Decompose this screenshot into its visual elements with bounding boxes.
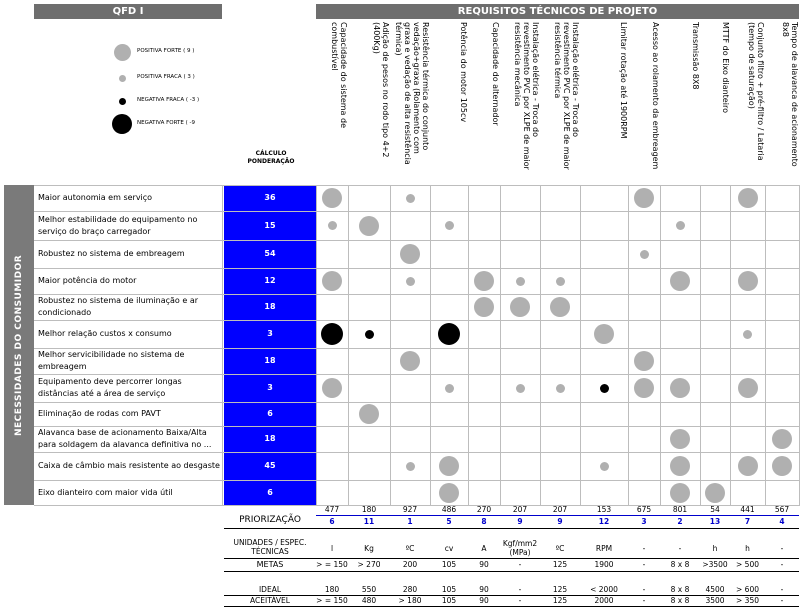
aceitavel-value: > = 150 — [316, 596, 348, 605]
need-text: Melhor servicibilidade no sistema de embreagem — [38, 350, 185, 371]
ideal-value: 180 — [324, 585, 340, 594]
aceitavel-value: 90 — [479, 596, 489, 605]
strong-positive-icon — [400, 351, 420, 371]
metas-value: > = 150 — [316, 560, 348, 569]
metas-value: > 270 — [357, 560, 381, 569]
priorizacao-value: 441 — [740, 505, 755, 514]
priorizacao-value: 54 — [710, 505, 720, 514]
priorizacao-rank: 9 — [517, 517, 523, 526]
legend-label: POSITIVA FORTE ( 9 ) — [137, 48, 195, 54]
strong-positive-icon — [322, 188, 342, 208]
priorizacao-value: 153 — [596, 505, 612, 514]
strong-positive-icon — [634, 188, 654, 208]
strong-positive-icon — [670, 378, 690, 398]
strong-positive-icon — [738, 378, 758, 398]
aceitavel-value: 2000 — [594, 596, 614, 605]
strong-positive-icon — [738, 456, 758, 476]
strong-positive-icon — [550, 297, 570, 317]
requirement-header: Adição de pesos no rodo tipo 4+2 (400Kg) — [372, 22, 390, 158]
need-label — [38, 320, 222, 348]
weak-positive-icon — [640, 250, 649, 259]
weight-value: 18 — [264, 302, 276, 311]
table-line — [224, 528, 799, 529]
priorizacao-rank: 5 — [446, 517, 452, 526]
ideal-value: 105 — [441, 585, 457, 594]
strong-positive-icon — [670, 483, 690, 503]
priorizacao-rank: 11 — [363, 517, 375, 526]
column-divider — [348, 185, 349, 505]
aceitavel-value: > 180 — [398, 596, 422, 605]
table-line — [316, 515, 799, 516]
row-label: IDEAL — [258, 585, 282, 594]
legend-symbol-icon — [119, 98, 126, 105]
priorizacao-value: 927 — [402, 505, 418, 514]
strong-positive-icon — [594, 324, 614, 344]
weight-header: CÁLCULO PONDERAÇÃO — [247, 150, 295, 165]
unidades-value: - — [780, 543, 784, 553]
weak-positive-icon — [556, 384, 565, 393]
weak-positive-icon — [743, 330, 752, 339]
priorizacao-rank: 7 — [744, 517, 751, 526]
need-label — [38, 480, 222, 505]
legend-symbol-icon — [119, 75, 126, 82]
column-divider — [700, 185, 701, 505]
need-text: Melhor relação custos x consumo — [38, 329, 172, 338]
requirement-header: MTTF do Eixo dianteiro — [721, 22, 730, 113]
weight-value: 36 — [264, 193, 276, 202]
requirements-title: REQUISITOS TÉCNICOS DE PROJETO — [316, 4, 799, 19]
metas-value: 8 x 8 — [670, 560, 690, 569]
column-divider — [660, 185, 661, 505]
column-divider — [580, 185, 581, 505]
metas-value: 125 — [552, 560, 568, 569]
need-label — [38, 348, 222, 374]
aceitavel-value: - — [642, 596, 646, 605]
need-text: Robustez no sistema de iluminação e ar condicionado — [38, 296, 199, 317]
priorizacao-rank: 1 — [407, 517, 413, 526]
priorizacao-rank: 4 — [779, 517, 785, 526]
column-divider — [500, 185, 501, 505]
weak-negative-icon — [365, 330, 374, 339]
ideal-value: - — [780, 585, 784, 594]
weight-value: 3 — [267, 329, 273, 338]
need-label — [38, 402, 222, 426]
priorizacao-value: 207 — [512, 505, 528, 514]
unidades-value: ºC — [555, 543, 565, 553]
ideal-value: > 600 — [736, 585, 759, 594]
unidades-value: - — [678, 543, 682, 553]
priorizacao-rank: 12 — [598, 517, 610, 526]
strong-positive-icon — [670, 456, 690, 476]
ideal-value: 90 — [479, 585, 489, 594]
strong-positive-icon — [670, 429, 690, 449]
need-label — [38, 426, 222, 452]
row-label: UNIDADES / ESPEC. TÉCNICAS — [233, 538, 307, 556]
column-divider — [430, 185, 431, 505]
requirement-header: Conjunto filtro + pré-filtro / Lataria (tempo de saturação) — [747, 22, 765, 161]
ideal-value: 125 — [552, 585, 568, 594]
priorizacao-value: 270 — [476, 505, 492, 514]
row-label: PRIORIZAÇÃO — [239, 515, 301, 525]
unidades-value: ºC — [405, 543, 415, 553]
priorizacao-value: 801 — [672, 505, 688, 514]
unidades-value: l — [330, 543, 334, 553]
weight-value: 18 — [264, 434, 276, 443]
weak-positive-icon — [328, 221, 337, 230]
unidades-value: A — [481, 543, 487, 553]
need-label — [38, 452, 222, 480]
strong-positive-icon — [510, 297, 530, 317]
weight-value: 18 — [264, 356, 276, 365]
aceitavel-value: 3500 — [705, 596, 725, 605]
priorizacao-value: 180 — [361, 505, 377, 514]
ideal-value: < 2000 — [590, 585, 618, 594]
legend-label: NEGATIVA FRACA ( -3 ) — [137, 97, 200, 103]
requirement-header: Resistência térmica do conjunto vedação+graxa (Rolamento com graxa e vedação de alta resistência térmica) — [394, 22, 430, 165]
strong-negative-icon — [438, 323, 460, 345]
strong-positive-icon — [705, 483, 725, 503]
requirement-header: Instalação elétrica - Troca do revestimento PVC por XLPE de maior resistência térmica — [553, 22, 580, 170]
row-label: METAS — [256, 560, 284, 569]
requirement-header: Limitar rotação até 1900RPM — [619, 22, 628, 139]
need-text: Eliminação de rodas com PAVT — [38, 409, 161, 418]
need-divider — [222, 185, 223, 505]
weak-positive-icon — [516, 384, 525, 393]
column-divider — [316, 185, 317, 505]
strong-positive-icon — [439, 483, 459, 503]
strong-positive-icon — [400, 244, 420, 264]
strong-positive-icon — [738, 188, 758, 208]
legend-symbol-icon — [112, 114, 132, 134]
column-divider — [390, 185, 391, 505]
ideal-value: - — [518, 585, 522, 594]
aceitavel-value: - — [518, 596, 522, 605]
metas-value: - — [518, 560, 522, 569]
table-line — [224, 571, 799, 572]
table-line — [224, 606, 799, 607]
metas-value: >3500 — [702, 560, 728, 569]
need-text: Maior autonomia em serviço — [38, 193, 153, 202]
requirement-header: Capacidade do alternador — [491, 22, 500, 126]
strong-negative-icon — [321, 323, 343, 345]
ideal-value: 4500 — [705, 585, 725, 594]
requirement-header: Tempo de alavanca de acionamento 8x8 — [781, 22, 799, 167]
metas-value: - — [780, 560, 784, 569]
row-label: ACEITÁVEL — [250, 596, 290, 605]
ideal-value: 8 x 8 — [670, 585, 690, 594]
need-text: Equipamento deve percorrer longas distâncias até a área de serviço — [38, 377, 182, 398]
weight-value: 3 — [267, 383, 273, 392]
priorizacao-rank: 6 — [329, 517, 335, 526]
weak-positive-icon — [676, 221, 685, 230]
weight-value: 6 — [267, 409, 273, 418]
strong-positive-icon — [772, 429, 792, 449]
weight-value: 12 — [264, 276, 276, 285]
strong-positive-icon — [359, 216, 379, 236]
priorizacao-value: 207 — [552, 505, 568, 514]
qfd-title: QFD I — [34, 4, 222, 19]
need-label — [38, 240, 222, 268]
aceitavel-value: 125 — [552, 596, 568, 605]
priorizacao-rank: 3 — [641, 517, 647, 526]
strong-positive-icon — [322, 378, 342, 398]
legend-label: NEGATIVA FORTE ( -9 — [137, 120, 195, 126]
weak-negative-icon — [600, 384, 609, 393]
column-divider — [468, 185, 469, 505]
need-label — [38, 294, 222, 320]
weight-value: 15 — [264, 221, 276, 230]
strong-positive-icon — [670, 271, 690, 291]
strong-positive-icon — [322, 271, 342, 291]
metas-value: 105 — [441, 560, 457, 569]
need-text: Robustez no sistema de embreagem — [38, 249, 185, 258]
column-divider — [628, 185, 629, 505]
aceitavel-value: 480 — [361, 596, 377, 605]
aceitavel-value: > 350 — [736, 596, 759, 605]
ideal-value: 280 — [402, 585, 418, 594]
aceitavel-value: - — [780, 596, 784, 605]
weak-positive-icon — [445, 221, 454, 230]
legend-symbol-icon — [114, 44, 131, 61]
need-text: Caixa de câmbio mais resistente ao desgaste — [38, 461, 220, 470]
metas-value: - — [642, 560, 646, 569]
metas-value: 1900 — [594, 560, 614, 569]
priorizacao-rank: 8 — [481, 517, 487, 526]
weak-positive-icon — [516, 277, 525, 286]
need-label — [38, 268, 222, 294]
priorizacao-rank: 13 — [709, 517, 721, 526]
column-divider — [730, 185, 731, 505]
need-text: Eixo dianteiro com maior vida útil — [38, 487, 173, 497]
weak-positive-icon — [600, 462, 609, 471]
metas-value: 200 — [402, 560, 418, 569]
strong-positive-icon — [634, 351, 654, 371]
weak-positive-icon — [406, 277, 415, 286]
ideal-value: 550 — [361, 585, 377, 594]
weight-value: 6 — [267, 488, 273, 497]
aceitavel-value: 8 x 8 — [670, 596, 690, 605]
weight-value: 45 — [264, 461, 276, 470]
weak-positive-icon — [406, 194, 415, 203]
requirement-header: Capacidade do sistema de combustível — [330, 22, 348, 128]
requirement-header: Transmissão 8X8 — [691, 22, 700, 90]
unidades-value: h — [745, 543, 750, 553]
strong-positive-icon — [439, 456, 459, 476]
strong-positive-icon — [359, 404, 379, 424]
weak-positive-icon — [556, 277, 565, 286]
column-divider — [540, 185, 541, 505]
metas-value: > 500 — [736, 560, 759, 569]
need-text: Alavanca base de acionamento Baixa/Alta para soldagem da alavanca definitiva no ... — [38, 428, 212, 449]
priorizacao-rank: 2 — [677, 517, 683, 526]
strong-positive-icon — [772, 456, 792, 476]
requirement-header: Potência do motor 105cv — [459, 22, 468, 123]
need-label — [38, 185, 222, 211]
aceitavel-value: 105 — [441, 596, 457, 605]
legend-label: POSITIVA FRACA ( 3 ) — [137, 74, 195, 80]
metas-value: 90 — [479, 560, 489, 569]
weight-value: 54 — [264, 249, 276, 258]
requirement-header: Acesso ao rolamento da embreagem — [651, 22, 660, 170]
need-label — [38, 211, 222, 240]
need-label — [38, 374, 222, 402]
ideal-value: - — [642, 585, 646, 594]
strong-positive-icon — [474, 271, 494, 291]
unidades-value: h — [712, 543, 718, 553]
strong-positive-icon — [738, 271, 758, 291]
column-divider — [765, 185, 766, 505]
weak-positive-icon — [406, 462, 415, 471]
unidades-value: cv — [444, 543, 454, 553]
priorizacao-value: 675 — [636, 505, 652, 514]
unidades-value: - — [642, 543, 646, 553]
need-text: Maior potência do motor — [38, 276, 137, 285]
priorizacao-rank: 9 — [557, 517, 563, 526]
priorizacao-value: 477 — [324, 505, 340, 514]
requirement-header: Instalação elétrica - Troca do revestimento PVC por XLPE de maior resistência mecânica — [513, 22, 540, 170]
need-text: Melhor estabilidade do equipamento no serviço do braço carregador — [38, 214, 198, 236]
unidades-value: Kgf/mm2 (MPa) — [502, 539, 538, 557]
strong-positive-icon — [474, 297, 494, 317]
unidades-value: Kg — [364, 543, 374, 553]
weak-positive-icon — [445, 384, 454, 393]
side-label: NECESSIDADES DO CONSUMIDOR — [14, 254, 24, 436]
unidades-value: RPM — [595, 543, 613, 553]
priorizacao-value: 567 — [774, 505, 790, 514]
strong-positive-icon — [634, 378, 654, 398]
priorizacao-value: 486 — [441, 505, 457, 514]
